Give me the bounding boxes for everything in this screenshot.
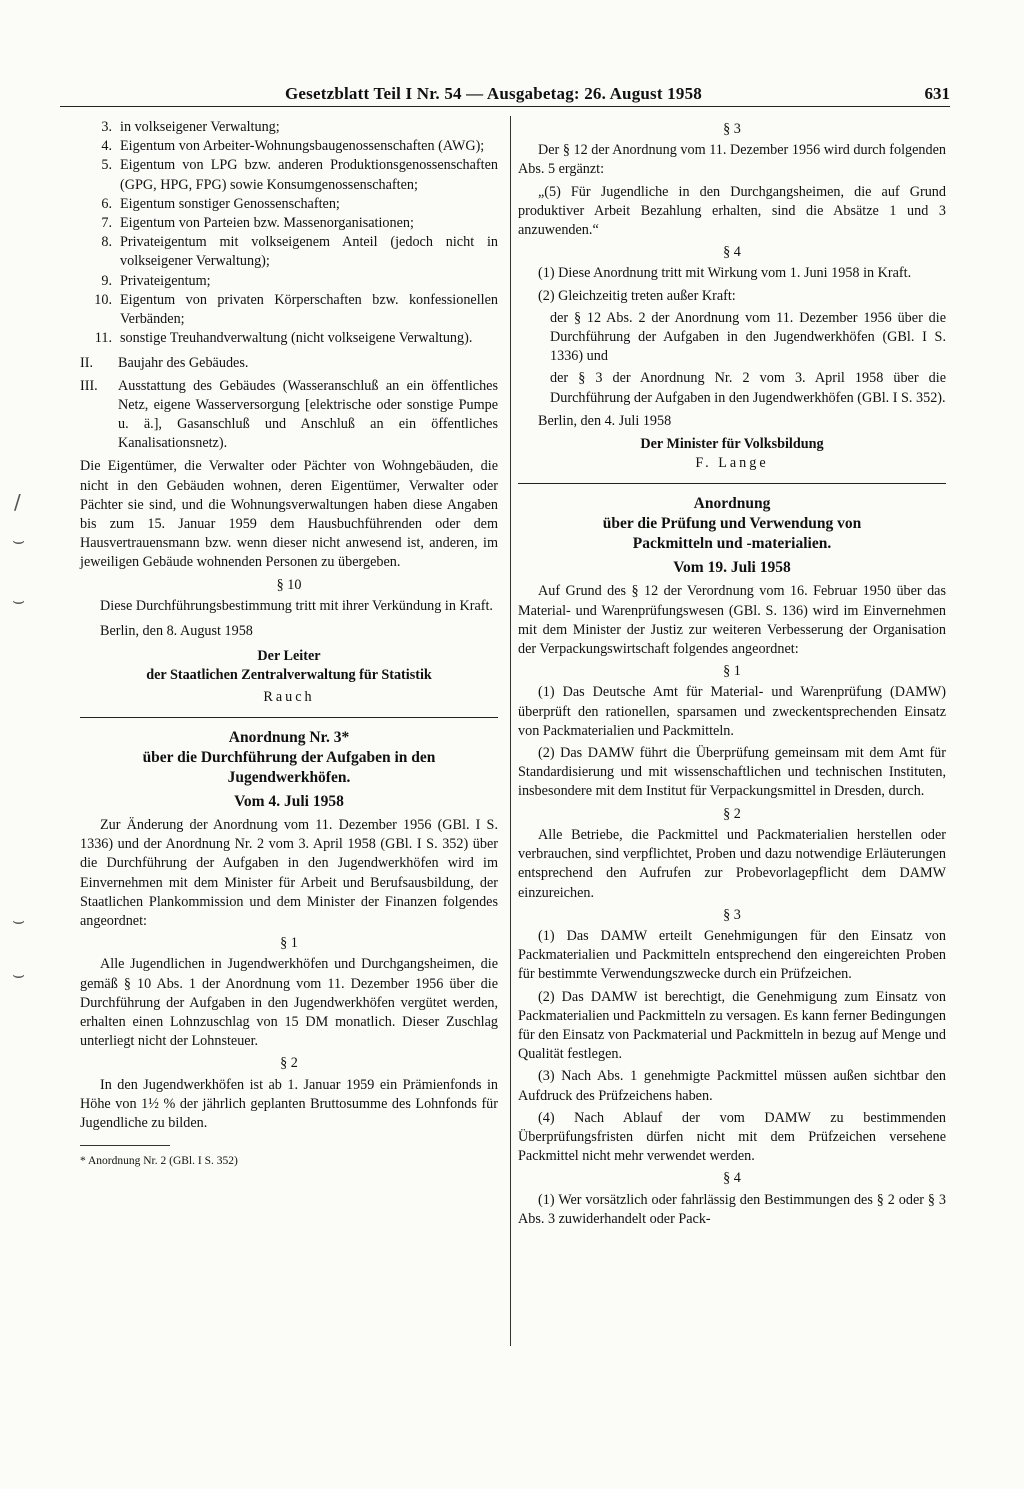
header-title: Gesetzblatt Teil I Nr. 54 — Ausgabetag: 26. August 1958 — [285, 84, 702, 103]
list-item — [80, 195, 498, 214]
paragraph: Alle Jugendlichen in Jugendwerkhöfen und Durchgangsheimen, die gemäß § 10 Abs. 1 der Anordnung vom 11. Dezember 1956 über die Durchführung der Aufgaben in den Jugendwerkhöfen vergütet werden, erhalten einen Lohnzuschlag von 15 DM monatlich. Dieser Zuschlag unterliegt nicht der Lohnsteuer. — [80, 956, 498, 1050]
list-number: 10. — [94, 291, 112, 308]
category-list — [80, 118, 498, 348]
paragraph: Alle Betriebe, die Packmittel und Packmaterialien herstellen oder verbrauchen, sind verpflichtet, Proben und dazu notwendige Erläuterungen entsprechend den Aufrufen zur Probevorlagepflicht dem DAMW einzureichen. — [518, 826, 946, 901]
margin-mark: ⌣ — [12, 528, 26, 552]
list-text: Eigentum sonstiger Genossenschaften; — [120, 195, 340, 212]
paragraph: (1) Das DAMW erteilt Genehmigungen für den Einsatz von Packmaterialien und Packmitteln entsprechend den eingereichten Proben für bestimmte Verwendungszwecke durch ein Prüfzeichen. — [518, 927, 946, 983]
section-heading: § 1 — [280, 935, 298, 952]
list-item — [80, 214, 498, 233]
section-separator — [518, 483, 946, 484]
paragraph: (2) Gleichzeitig treten außer Kraft: — [538, 287, 736, 304]
list-item — [80, 137, 498, 156]
roman-text: Baujahr des Gebäudes. — [118, 355, 249, 372]
list-text: Eigentum von LPG bzw. anderen Produktionsgenossenschaften (GPG, HPG, FPG) sowie Konsumgenossenschaften; — [120, 157, 498, 193]
paragraph: (4) Nach Ablauf der vom DAMW zu bestimmenden Überprüfungsfristen dürfen nicht mit dem Prüfzeichen versehene Packmittel nicht mehr verwendet werden. — [518, 1109, 946, 1165]
date-line: Berlin, den 8. August 1958 — [100, 623, 253, 640]
list-number: 8. — [101, 234, 112, 251]
list-number: 7. — [101, 215, 112, 232]
ordinance-subtitle: über die Durchführung der Aufgaben in den — [142, 748, 436, 766]
list-text: Privateigentum; — [120, 272, 211, 289]
margin-mark: ⌣ — [12, 588, 26, 612]
section-heading: § 4 — [723, 244, 741, 261]
list-text: Eigentum von Parteien bzw. Massenorganisationen; — [120, 215, 414, 232]
signature-title: der Staatlichen Zentralverwaltung für Statistik — [146, 667, 432, 684]
paragraph: (2) Das DAMW führt die Überprüfung gemeinsam mit dem Amt für Standardisierung und mit wissenschaftlichen und technischen Instituten, insbesondere mit dem Institut für Verpackungsmittel in Dresden, durch. — [518, 745, 946, 800]
list-text: in volkseigener Verwaltung; — [120, 119, 280, 135]
indented-paragraph: der § 12 Abs. 2 der Anordnung vom 11. Dezember 1956 über die Durchführung der Aufgaben in den Jugendwerkhöfen (GBl. I S. 1336) und — [550, 309, 946, 365]
ordinance-date: Vom 19. Juli 1958 — [673, 559, 791, 577]
indented-paragraph: der § 3 der Anordnung Nr. 2 vom 3. April 1958 über die Durchführung der Aufgaben in den Jugendwerkhöfen (GBl. I S. 352). — [550, 370, 946, 406]
list-number: 5. — [101, 157, 112, 174]
paragraph: (1) Wer vorsätzlich oder fahrlässig den Bestimmungen des § 2 oder § 3 Abs. 3 zuwiderhandelt oder Pack- — [518, 1191, 946, 1227]
page-number: 631 — [924, 84, 950, 103]
section-heading: § 2 — [723, 805, 741, 822]
list-item — [80, 233, 498, 271]
roman-number: III. — [80, 377, 98, 394]
section-heading: § 1 — [723, 663, 741, 680]
list-number: 9. — [101, 272, 112, 289]
list-item — [80, 118, 498, 137]
section-heading: § 10 — [276, 576, 302, 593]
roman-text: Ausstattung des Gebäudes (Wasseranschluß an ein öffentliches Netz, eigene Wasserversorgung [elektrische oder sonstige Pumpe u. ä.], Gasanschluß und Anschluß an ein öffentliches Kanalisationsnetz). — [118, 377, 498, 452]
ordinance-title: Anordnung — [693, 495, 771, 513]
margin-mark: ⌣ — [12, 962, 26, 986]
section-heading: § 3 — [723, 121, 741, 137]
footnote: * Anordnung Nr. 2 (GBl. I S. 352) — [80, 1155, 238, 1168]
list-number: 3. — [101, 119, 112, 135]
list-item — [80, 272, 498, 291]
paragraph: Auf Grund des § 12 der Verordnung vom 16. Februar 1950 über das Material- und Warenprüfungswesen (GBl. S. 136) wird im Einvernehmen mit dem Minister der Justiz zur weiteren Verbesserung der Organisation der Verpackungswirtschaft folgendes angeordnet: — [518, 583, 946, 658]
paragraph: (3) Nach Abs. 1 genehmigte Packmittel müssen außen sichtbar den Aufdruck des Prüfzeichens haben. — [518, 1068, 946, 1104]
signature-name: F. Lange — [695, 455, 769, 472]
paragraph: In den Jugendwerkhöfen ist ab 1. Januar 1959 ein Prämienfonds in Höhe von 1½ % der jährlich geplanten Bruttosumme des Lohnfonds für Jugendliche zu bilden. — [80, 1076, 498, 1131]
section-separator — [80, 717, 498, 718]
roman-item-3 — [80, 377, 498, 454]
signature-title: Der Leiter — [257, 648, 321, 665]
list-item — [80, 329, 498, 348]
ordinance-subtitle: über die Prüfung und Verwendung von — [602, 515, 862, 533]
left-column — [80, 118, 498, 1171]
column-divider — [510, 116, 511, 1346]
margin-mark: / — [14, 490, 21, 514]
paragraph: Diese Durchführungsbestimmung tritt mit ihrer Verkündung in Kraft. — [100, 597, 493, 614]
owners-paragraph: Die Eigentümer, die Verwalter oder Pächter von Wohngebäuden, die nicht in den Gebäuden wohnen, deren Eigentümer, Verwalter oder Pächter sie sind, und die Wohnungsverwaltungen haben diese Angaben bis zum 15. Januar 1959 dem Hausbuchführenden oder dem Hausvertrauensmann bzw. wenn dieser nicht anwesend ist, anderen, im jeweiligen Gebäude wohnenden Personen zu übergeben. — [80, 458, 498, 571]
list-text: Eigentum von privaten Körperschaften bzw. konfessionellen Verbänden; — [120, 291, 498, 328]
signature-title: Der Minister für Volksbildung — [640, 436, 824, 453]
paragraph: Der § 12 der Anordnung vom 11. Dezember 1956 wird durch folgenden Abs. 5 ergänzt: — [518, 142, 946, 178]
section-heading: § 4 — [723, 1170, 741, 1187]
roman-item-2 — [80, 354, 498, 373]
date-line: Berlin, den 4. Juli 1958 — [538, 412, 672, 429]
list-item — [80, 291, 498, 329]
roman-number: II. — [80, 355, 93, 372]
list-number: 11. — [94, 330, 112, 347]
ordinance-date: Vom 4. Juli 1958 — [234, 792, 344, 810]
paragraph: (1) Diese Anordnung tritt mit Wirkung vom 1. Juni 1958 in Kraft. — [538, 265, 912, 282]
signature-name: Rauch — [263, 688, 315, 705]
list-text: sonstige Treuhandverwaltung (nicht volkseigene Verwaltung). — [120, 330, 473, 347]
ordinance-title: Anordnung Nr. 3* — [228, 728, 350, 746]
right-column — [518, 118, 946, 1232]
list-number: 6. — [101, 195, 112, 212]
list-item — [80, 156, 498, 194]
section-heading: § 3 — [723, 906, 741, 923]
list-text: Eigentum von Arbeiter-Wohnungsbaugenossenschaften (AWG); — [120, 138, 485, 155]
quoted-paragraph: „(5) Für Jugendliche in den Durchgangsheimen, die auf Grund produktiver Arbeit Bezahlung erhalten, sind die Absätze 1 und 3 anzuwenden.“ — [518, 183, 946, 239]
ordinance-subtitle: Packmitteln und -materialien. — [632, 535, 832, 553]
ordinance-subtitle: Jugendwerkhöfen. — [227, 768, 351, 786]
margin-mark: ⌣ — [12, 908, 26, 932]
section-heading: § 2 — [280, 1055, 298, 1072]
footnote-rule — [80, 1145, 170, 1146]
paragraph: (1) Das Deutsche Amt für Material- und Warenprüfung (DAMW) überprüft den rationellen, sparsamen und zweckentsprechenden Einsatz von Packmaterialien und Packmitteln. — [518, 684, 946, 739]
paragraph: (2) Das DAMW ist berechtigt, die Genehmigung zum Einsatz von Packmaterialien und Packmitteln zu versagen. Es kann ferner Bedingungen für den Einsatz von Packmaterial und Packmitteln in bezug auf Menge und Qualität festlegen. — [518, 988, 946, 1063]
list-number: 4. — [101, 138, 112, 155]
paragraph: Zur Änderung der Anordnung vom 11. Dezember 1956 (GBl. I S. 1336) und der Anordnung Nr. 2 vom 3. April 1958 (GBl. I S. 352) über die Durchführung der Aufgaben in den Jugendwerkhöfen wird im Einvernehmen mit dem Minister für Arbeit und Berufsausbildung, der Staatlichen Plankommission und dem Minister der Finanzen folgendes angeordnet: — [80, 816, 498, 929]
page-header — [60, 84, 950, 107]
list-text: Privateigentum mit volkseigenem Anteil (jedoch nicht in volkseigener Verwaltung); — [120, 234, 498, 270]
